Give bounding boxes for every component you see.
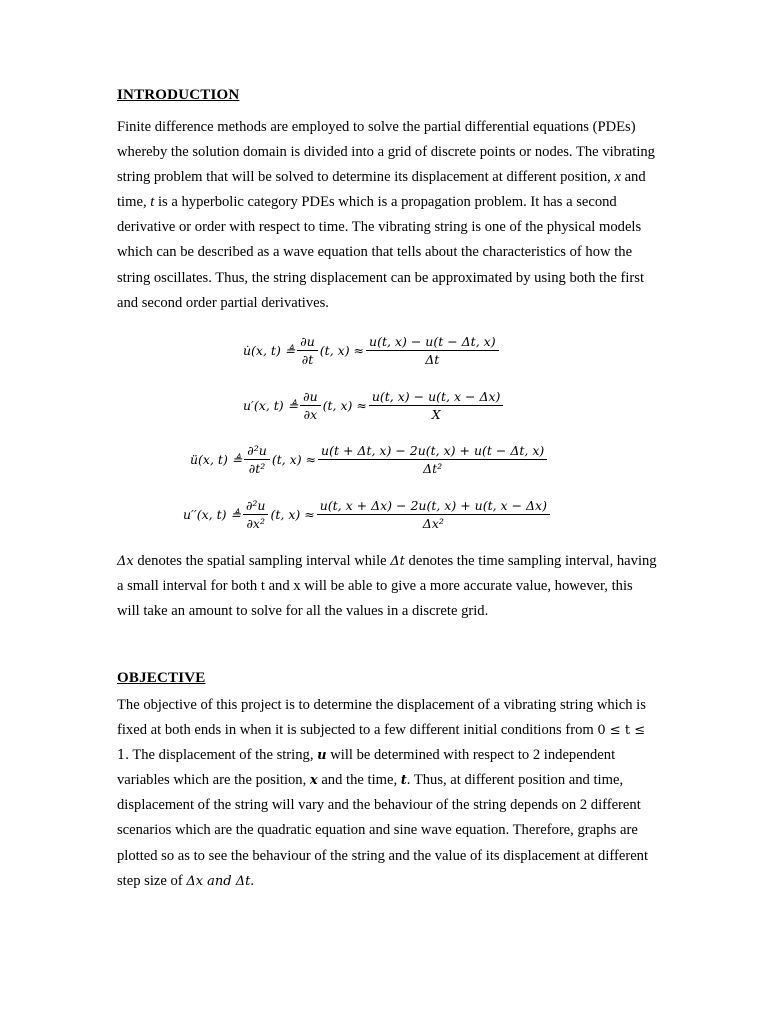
eq3-deriv-args: (t, x) ≈ <box>271 452 317 467</box>
intro-var-x: x <box>614 169 621 186</box>
eq2-deriv-denominator: ∂x <box>303 407 318 422</box>
sampling-text-1: denotes the spatial sampling interval while <box>133 553 391 569</box>
eq2-lhs: u′(x, t) ≜ <box>243 398 299 413</box>
eq1-approx-denominator: Δt <box>425 352 440 367</box>
objective-text-2: . The displacement of the string, <box>125 747 318 764</box>
eq4-deriv-numerator: ∂²u <box>243 498 269 515</box>
eq2-approx-denominator: X <box>431 407 441 422</box>
introduction-heading: INTRODUCTION <box>117 87 240 103</box>
eq4-approx-denominator: Δx² <box>422 516 444 531</box>
eq2-derivative-fraction <box>300 389 321 422</box>
intro-var-t: t <box>150 194 155 211</box>
eq3-approx-numerator: u(t + Δt, x) − 2u(t, x) + u(t − Δt, x) <box>318 443 547 460</box>
objective-step-sizes: Δx and Δt <box>186 873 251 889</box>
objective-text-6: . <box>250 872 255 889</box>
intro-text-1: Finite difference methods are employed to solve the partial differential equations (PDEs) whereby the solution domain is divided into a grid of discrete points or nodes. The vibrating string problem that will be solved to determine its displacement at different position, <box>117 119 655 186</box>
eq1-deriv-denominator: ∂t <box>301 352 314 367</box>
eq1-approx-numerator: u(t, x) − u(t − Δt, x) <box>366 334 499 351</box>
objective-text-5: . Thus, at different position and time, displacement of the string will vary and the behaviour of the string depends on 2 different scenarios which are the quadratic equation and sine wave equation. Therefore, graphs are plotted so as to see the behaviour of the string and the value of its displacement at different step size of <box>117 772 649 889</box>
eq4-approx-fraction <box>317 498 550 531</box>
eq1-deriv-numerator: ∂u <box>297 334 318 351</box>
equation-second-time-derivative <box>190 443 549 476</box>
eq1-deriv-args: (t, x) ≈ <box>319 343 365 358</box>
sampling-paragraph <box>117 549 657 624</box>
sampling-dx: Δx <box>117 554 134 569</box>
objective-var-u: u <box>317 748 327 764</box>
objective-var-t: t <box>400 773 407 789</box>
eq2-deriv-numerator: ∂u <box>300 389 321 406</box>
objective-text-1: The objective of this project is to determine the displacement of a vibrating string which is fixed at both ends in when it is subjected to a few different initial conditions from <box>117 697 646 739</box>
objective-heading: OBJECTIVE <box>117 670 206 686</box>
eq3-approx-denominator: Δt² <box>423 461 443 476</box>
intro-text-3: is a hyperbolic category PDEs which is a propagation problem. It has a second derivative or order with respect to time. The vibrating string is one of the physical models which can be described as a wave equation that tells about the characteristics of how the string oscillates. Thus, the string displacement can be approximated by using both the first and second order partial derivatives. <box>117 194 645 311</box>
eq4-derivative-fraction <box>243 498 269 531</box>
intro-text-2: and time, <box>117 169 646 211</box>
eq4-deriv-denominator: ∂x² <box>246 516 265 531</box>
eq2-approx-fraction <box>369 389 504 422</box>
sampling-dt: Δt <box>390 554 405 569</box>
introduction-paragraph <box>117 115 657 316</box>
eq1-approx-fraction <box>366 334 499 367</box>
eq4-approx-numerator: u(t, x + Δx) − 2u(t, x) + u(t, x − Δx) <box>317 498 550 515</box>
objective-paragraph <box>117 693 657 894</box>
objective-var-x: x <box>309 773 318 789</box>
eq4-lhs: u′′(x, t) ≜ <box>183 507 241 522</box>
eq2-deriv-args: (t, x) ≈ <box>322 398 367 413</box>
equation-first-space-derivative <box>243 389 505 422</box>
sampling-text-2: denotes the time sampling interval, having a small interval for both t and x will be able to give a more accurate value, however, this will take an amount to solve for all the values in a discrete grid. <box>117 553 657 620</box>
objective-text-3: will be determined with respect to 2 independent variables which are the position, <box>117 747 616 789</box>
eq3-lhs: ü(x, t) ≜ <box>190 452 243 467</box>
objective-time-range: 0 ≤ t ≤ 1 <box>117 723 646 764</box>
equation-second-space-derivative <box>183 498 552 531</box>
objective-text-4: and the time, <box>317 772 401 789</box>
eq4-deriv-args: (t, x) ≈ <box>270 507 315 522</box>
eq3-deriv-numerator: ∂²u <box>244 443 270 460</box>
eq3-derivative-fraction <box>244 443 270 476</box>
eq3-deriv-denominator: ∂t² <box>248 461 266 476</box>
eq3-approx-fraction <box>318 443 547 476</box>
eq1-lhs: u̇(x, t) ≜ <box>243 343 296 358</box>
eq2-approx-numerator: u(t, x) − u(t, x − Δx) <box>369 389 504 406</box>
eq1-derivative-fraction <box>297 334 318 367</box>
equation-first-time-derivative <box>243 334 501 367</box>
